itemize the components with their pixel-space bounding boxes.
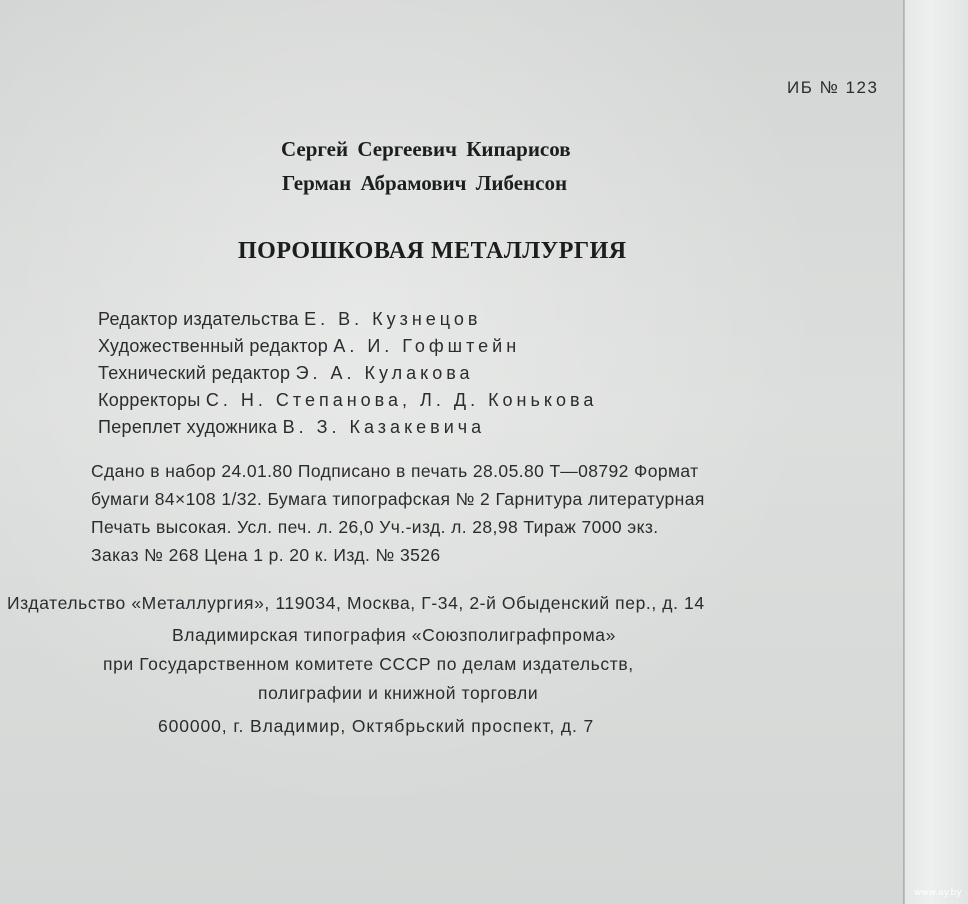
credit-name: А. И. Гофштейн [333,336,521,356]
printer-address: 600000, г. Владимир, Октябрьский проспект, д. 7 [158,716,595,736]
adjacent-page [905,0,968,904]
credit-line [98,390,597,411]
credit-name: С. Н. Степанова, Л. Д. Конькова [205,390,598,410]
credit-role: Художественный редактор [98,336,329,356]
printer-line: Владимирская типография «Союзполиграфпрома» [172,625,616,645]
credit-line [98,363,474,384]
author-name: Сергей Сергеевич Кипарисов [281,137,571,161]
ib-number: ИБ № 123 [787,78,879,97]
publisher-line: Издательство «Металлургия», 119034, Москва, Г-34, 2-й Обыденский пер., д. 14 [7,593,705,613]
credit-name: Е. В. Кузнецов [304,309,482,329]
site-watermark: www.ay.by [914,888,962,898]
imprint-line: Сдано в набор 24.01.80 Подписано в печать 28.05.80 Т—08792 Формат [91,461,699,481]
credit-name: В. З. Казакевича [282,417,486,437]
credit-line [98,417,485,438]
author-name: Герман Абрамович Либенсон [282,171,568,195]
credit-line [98,336,520,357]
credit-line [98,309,481,330]
book-title: ПОРОШКОВАЯ МЕТАЛЛУРГИЯ [238,238,627,264]
printer-line: при Государственном комитете СССР по делам издательств, [103,654,634,674]
printer-line: полиграфии и книжной торговли [258,683,539,703]
credit-role: Редактор издательства [98,309,299,329]
credit-role: Технический редактор [98,363,291,383]
imprint-line: Заказ № 268 Цена 1 р. 20 к. Изд. № 3526 [91,545,441,565]
credit-name: Э. А. Кулакова [295,363,474,383]
imprint-line: бумаги 84×108 1/32. Бумага типографская № 2 Гарнитура литературная [91,489,705,509]
credit-role: Переплет художника [98,417,278,437]
imprint-line: Печать высокая. Усл. печ. л. 26,0 Уч.-изд. л. 28,98 Тираж 7000 экз. [91,517,659,537]
credit-role: Корректоры [98,390,201,410]
